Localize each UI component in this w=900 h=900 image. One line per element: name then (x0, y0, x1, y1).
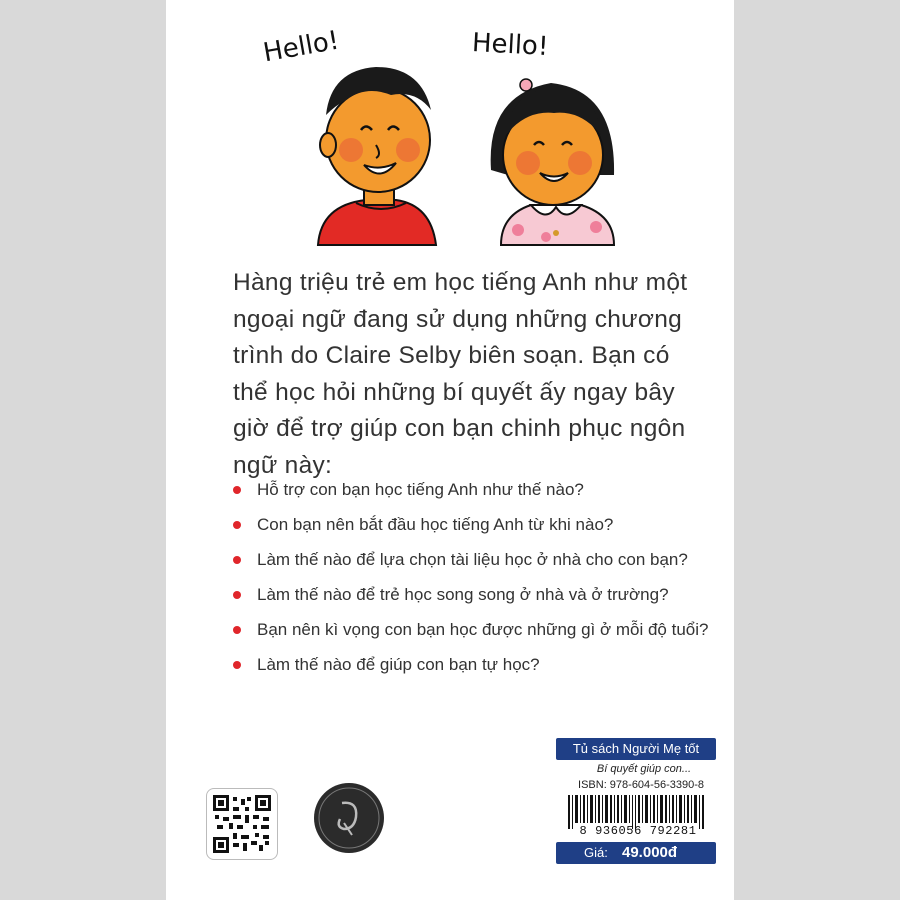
list-item-text: Hỗ trợ con bạn học tiếng Anh như thế nào? (257, 480, 584, 499)
list-item-text: Làm thế nào để trẻ học song song ở nhà và ở trường? (257, 585, 669, 604)
bullet-icon (233, 521, 241, 529)
list-item-text: Làm thế nào để giúp con bạn tự học? (257, 655, 540, 674)
boy-figure (318, 67, 436, 245)
list-item (233, 513, 713, 537)
isbn-text: ISBN: 978-604-56-3390-8 (578, 779, 704, 791)
qr-code-icon (213, 795, 271, 853)
book-title-short: Bí quyết giúp con... (596, 763, 692, 775)
price-value: 49.000đ (622, 844, 678, 861)
intro-paragraph: Hàng triệu trẻ em học tiếng Anh như một ngoại ngữ đang sử dụng những chương trình do Claire Selby biên soạn. Bạn có thể học hỏi những bí quyết ấy ngay bây giờ để trợ giúp con bạn chinh phục ngôn ngữ này: (233, 269, 688, 479)
question-list (233, 478, 713, 688)
qr-code[interactable] (206, 788, 278, 860)
children-illustration (296, 55, 636, 247)
book-back-cover (166, 0, 734, 900)
list-item (233, 653, 713, 677)
bullet-icon (233, 661, 241, 669)
series-label: Tủ sách Người Mẹ tốt (556, 738, 716, 760)
bullet-icon (233, 626, 241, 634)
girl-speech-text: Hello! (471, 28, 550, 62)
price-box (556, 842, 716, 864)
bullet-icon (233, 591, 241, 599)
girl-figure (491, 79, 614, 245)
list-item (233, 478, 713, 502)
list-item (233, 548, 713, 572)
boy-speech-text: Hello! (260, 25, 342, 69)
list-item-text: Bạn nên kì vọng con bạn học được những gì ở mỗi độ tuổi? (257, 620, 709, 639)
list-item-text: Con bạn nên bắt đầu học tiếng Anh từ khi nào? (257, 515, 614, 534)
list-item-text: Làm thế nào để lựa chọn tài liệu học ở nhà cho con bạn? (257, 550, 688, 569)
list-item (233, 618, 713, 642)
list-item (233, 583, 713, 607)
publisher-emblem-icon (314, 783, 384, 853)
barcode-number: 8 936056 792281 (579, 824, 697, 838)
bullet-icon (233, 556, 241, 564)
price-label: Giá: (584, 845, 608, 860)
bullet-icon (233, 486, 241, 494)
publisher-logo (314, 783, 384, 853)
